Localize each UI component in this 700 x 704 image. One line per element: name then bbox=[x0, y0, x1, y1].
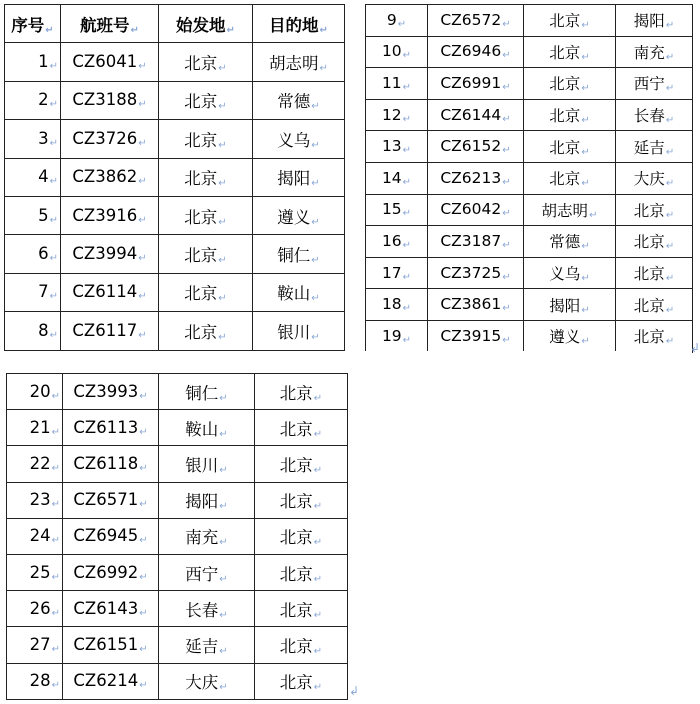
cell-dest: 遵义↵ bbox=[253, 196, 345, 234]
header-flight: 航班号↵ bbox=[61, 5, 159, 43]
flight-table-part1 bbox=[4, 4, 345, 351]
paragraph-mark: ↲ bbox=[690, 341, 700, 355]
cell-dest: 北京↵ bbox=[255, 663, 348, 699]
table-row bbox=[366, 289, 693, 321]
table2-body bbox=[366, 5, 693, 353]
cell-flight: CZ6151↵ bbox=[63, 627, 159, 663]
table-row bbox=[366, 131, 693, 163]
cell-flight: CZ3862↵ bbox=[61, 158, 159, 196]
cell-no: 1↵ bbox=[5, 43, 61, 81]
table-row bbox=[7, 663, 348, 699]
table-row bbox=[366, 99, 693, 131]
table-row bbox=[5, 273, 345, 311]
cell-no: 16↵ bbox=[366, 226, 428, 258]
table-row bbox=[366, 68, 693, 100]
cell-origin: 长春↵ bbox=[159, 591, 255, 627]
cell-dest: 北京↵ bbox=[616, 226, 693, 258]
table-row bbox=[366, 257, 693, 289]
cell-dest: 大庆↵ bbox=[616, 162, 693, 194]
table-row bbox=[5, 81, 345, 119]
cell-flight: CZ6571↵ bbox=[63, 482, 159, 518]
cell-origin: 胡志明↵ bbox=[524, 194, 616, 226]
cell-origin: 揭阳↵ bbox=[159, 482, 255, 518]
cell-dest: 北京↵ bbox=[255, 374, 348, 410]
cell-dest: 铜仁↵ bbox=[253, 235, 345, 273]
cell-no: 14↵ bbox=[366, 162, 428, 194]
table-row bbox=[7, 627, 348, 663]
header-no: 序号↵ bbox=[5, 5, 61, 43]
cell-flight: CZ3915↵ bbox=[428, 320, 524, 352]
table-row bbox=[366, 5, 693, 37]
cell-dest: 揭阳↵ bbox=[253, 158, 345, 196]
cell-flight: CZ3188↵ bbox=[61, 81, 159, 119]
cell-no: 17↵ bbox=[366, 257, 428, 289]
cell-no: 22↵ bbox=[7, 446, 63, 482]
table-row bbox=[366, 36, 693, 68]
table-row bbox=[5, 120, 345, 158]
cell-no: 4↵ bbox=[5, 158, 61, 196]
cell-origin: 北京↵ bbox=[159, 312, 253, 350]
cell-no: 21↵ bbox=[7, 410, 63, 446]
cell-flight: CZ3993↵ bbox=[63, 374, 159, 410]
cell-flight: CZ6118↵ bbox=[63, 446, 159, 482]
table1-body bbox=[5, 43, 345, 350]
cell-flight: CZ3861↵ bbox=[428, 289, 524, 321]
cell-dest: 鞍山↵ bbox=[253, 273, 345, 311]
cell-origin: 北京↵ bbox=[524, 68, 616, 100]
table2-bottom-cut bbox=[365, 351, 692, 355]
cell-flight: CZ3187↵ bbox=[428, 226, 524, 258]
cell-origin: 西宁↵ bbox=[159, 554, 255, 590]
cell-dest: 北京↵ bbox=[616, 320, 693, 352]
cell-flight: CZ3725↵ bbox=[428, 257, 524, 289]
cell-dest: 西宁↵ bbox=[616, 68, 693, 100]
cell-origin: 铜仁↵ bbox=[159, 374, 255, 410]
table-row bbox=[366, 320, 693, 352]
cell-flight: CZ6945↵ bbox=[63, 518, 159, 554]
table-row bbox=[366, 194, 693, 226]
cell-flight: CZ6117↵ bbox=[61, 312, 159, 350]
cell-dest: 北京↵ bbox=[255, 554, 348, 590]
cell-no: 23↵ bbox=[7, 482, 63, 518]
cell-dest: 北京↵ bbox=[255, 482, 348, 518]
cell-origin: 遵义↵ bbox=[524, 320, 616, 352]
cell-origin: 义乌↵ bbox=[524, 257, 616, 289]
cell-no: 11↵ bbox=[366, 68, 428, 100]
cell-origin: 北京↵ bbox=[159, 43, 253, 81]
cell-no: 13↵ bbox=[366, 131, 428, 163]
cell-origin: 南充↵ bbox=[159, 518, 255, 554]
cell-flight: CZ6042↵ bbox=[428, 194, 524, 226]
cell-flight: CZ6152↵ bbox=[428, 131, 524, 163]
table3-body bbox=[7, 374, 348, 700]
table-row bbox=[7, 518, 348, 554]
cell-flight: CZ3916↵ bbox=[61, 196, 159, 234]
cell-no: 3↵ bbox=[5, 120, 61, 158]
table-row bbox=[7, 374, 348, 410]
table-row bbox=[5, 43, 345, 81]
cell-flight: CZ6572↵ bbox=[428, 5, 524, 37]
cell-origin: 北京↵ bbox=[159, 81, 253, 119]
cell-no: 24↵ bbox=[7, 518, 63, 554]
cell-origin: 揭阳↵ bbox=[524, 289, 616, 321]
cell-origin: 北京↵ bbox=[524, 5, 616, 37]
cell-dest: 北京↵ bbox=[255, 627, 348, 663]
cell-dest: 延吉↵ bbox=[616, 131, 693, 163]
cell-flight: CZ6991↵ bbox=[428, 68, 524, 100]
flight-table-part2 bbox=[365, 4, 693, 353]
table-row bbox=[7, 446, 348, 482]
cell-dest: 南充↵ bbox=[616, 36, 693, 68]
table-row bbox=[7, 554, 348, 590]
cell-dest: 北京↵ bbox=[255, 518, 348, 554]
cell-flight: CZ3994↵ bbox=[61, 235, 159, 273]
cell-no: 6↵ bbox=[5, 235, 61, 273]
cell-origin: 延吉↵ bbox=[159, 627, 255, 663]
cell-no: 20↵ bbox=[7, 374, 63, 410]
cell-no: 10↵ bbox=[366, 36, 428, 68]
cell-no: 26↵ bbox=[7, 591, 63, 627]
cell-origin: 北京↵ bbox=[524, 131, 616, 163]
cell-no: 27↵ bbox=[7, 627, 63, 663]
cell-origin: 银川↵ bbox=[159, 446, 255, 482]
table-header-row bbox=[5, 5, 345, 43]
cell-no: 8↵ bbox=[5, 312, 61, 350]
cell-dest: 北京↵ bbox=[616, 194, 693, 226]
cell-flight: CZ6213↵ bbox=[428, 162, 524, 194]
table-row bbox=[366, 226, 693, 258]
cell-dest: 义乌↵ bbox=[253, 120, 345, 158]
cell-no: 25↵ bbox=[7, 554, 63, 590]
cell-origin: 北京↵ bbox=[524, 36, 616, 68]
table-row bbox=[5, 235, 345, 273]
cell-dest: 北京↵ bbox=[616, 289, 693, 321]
table-row bbox=[7, 482, 348, 518]
cell-dest: 北京↵ bbox=[616, 257, 693, 289]
cell-no: 9↵ bbox=[366, 5, 428, 37]
cell-no: 2↵ bbox=[5, 81, 61, 119]
table-row bbox=[7, 410, 348, 446]
cell-no: 19↵ bbox=[366, 320, 428, 352]
cell-origin: 北京↵ bbox=[159, 235, 253, 273]
cell-dest: 长春↵ bbox=[616, 99, 693, 131]
header-origin: 始发地↵ bbox=[159, 5, 253, 43]
cell-flight: CZ3726↵ bbox=[61, 120, 159, 158]
cell-no: 7↵ bbox=[5, 273, 61, 311]
cell-flight: CZ6214↵ bbox=[63, 663, 159, 699]
cell-origin: 北京↵ bbox=[524, 162, 616, 194]
cell-origin: 北京↵ bbox=[159, 120, 253, 158]
cell-flight: CZ6113↵ bbox=[63, 410, 159, 446]
header-dest: 目的地↵ bbox=[253, 5, 345, 43]
table-row bbox=[366, 162, 693, 194]
paragraph-mark: ↲ bbox=[349, 684, 360, 698]
cell-dest: 北京↵ bbox=[255, 410, 348, 446]
cell-dest: 常德↵ bbox=[253, 81, 345, 119]
cell-origin: 北京↵ bbox=[524, 99, 616, 131]
table-row bbox=[5, 312, 345, 350]
table-row bbox=[7, 591, 348, 627]
cell-origin: 北京↵ bbox=[159, 196, 253, 234]
cell-origin: 常德↵ bbox=[524, 226, 616, 258]
cell-flight: CZ6114↵ bbox=[61, 273, 159, 311]
cell-dest: 揭阳↵ bbox=[616, 5, 693, 37]
table-row bbox=[5, 196, 345, 234]
cell-flight: CZ6144↵ bbox=[428, 99, 524, 131]
cell-no: 15↵ bbox=[366, 194, 428, 226]
cell-origin: 北京↵ bbox=[159, 158, 253, 196]
cell-flight: CZ6946↵ bbox=[428, 36, 524, 68]
cell-no: 12↵ bbox=[366, 99, 428, 131]
cell-flight: CZ6143↵ bbox=[63, 591, 159, 627]
cell-origin: 北京↵ bbox=[159, 273, 253, 311]
flight-table-part3 bbox=[6, 373, 348, 700]
cell-dest: 北京↵ bbox=[255, 446, 348, 482]
cell-origin: 鞍山↵ bbox=[159, 410, 255, 446]
cell-no: 18↵ bbox=[366, 289, 428, 321]
cell-dest: 胡志明↵ bbox=[253, 43, 345, 81]
cell-dest: 银川↵ bbox=[253, 312, 345, 350]
table-row bbox=[5, 158, 345, 196]
cell-flight: CZ6041↵ bbox=[61, 43, 159, 81]
cell-dest: 北京↵ bbox=[255, 591, 348, 627]
cell-no: 5↵ bbox=[5, 196, 61, 234]
cell-flight: CZ6992↵ bbox=[63, 554, 159, 590]
cell-no: 28↵ bbox=[7, 663, 63, 699]
cell-origin: 大庆↵ bbox=[159, 663, 255, 699]
